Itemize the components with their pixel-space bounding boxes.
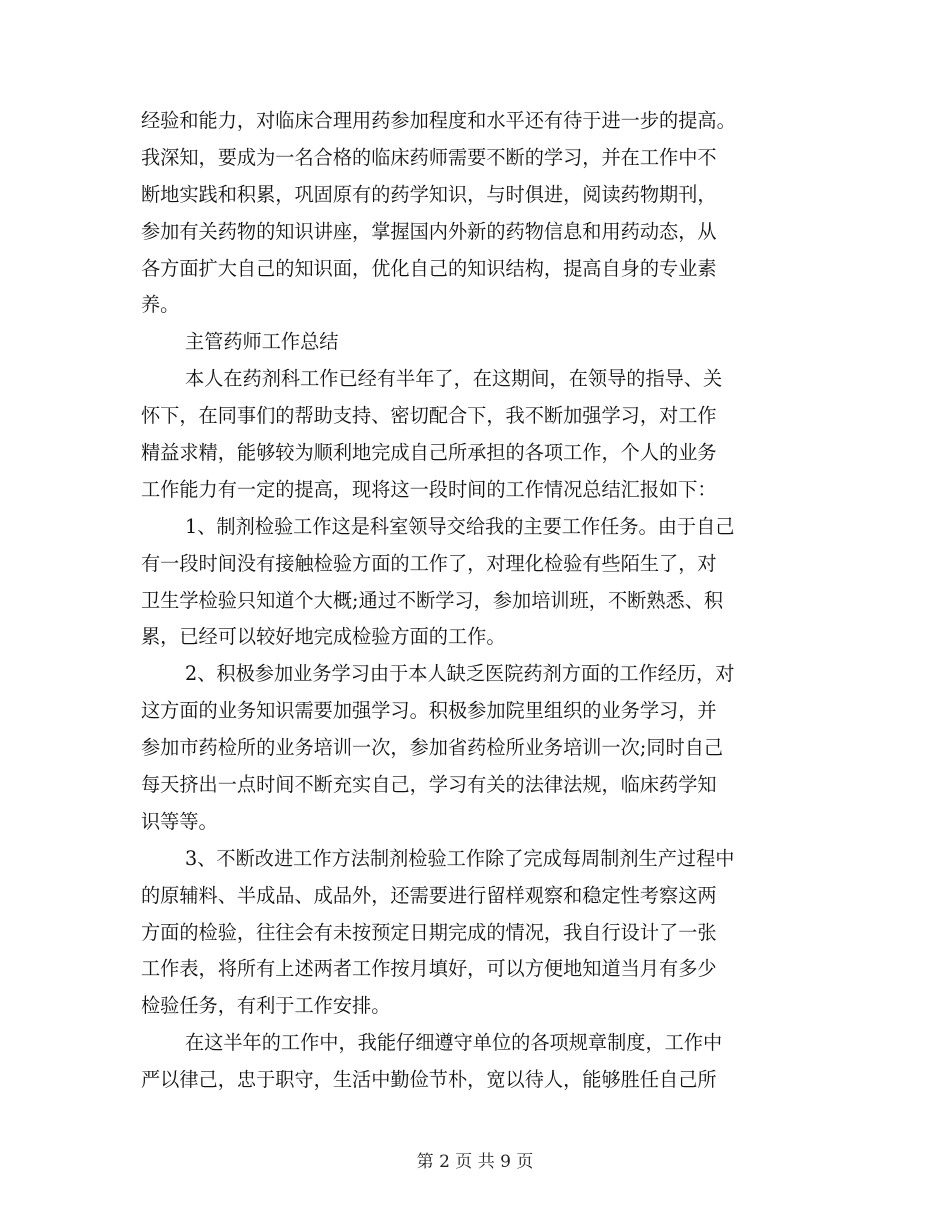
page-number-footer: 第 2 页 共 9 页 xyxy=(416,1152,534,1172)
text-line: 参加市药检所的业务培训一次，参加省药检所业务培训一次;同时自己 xyxy=(141,736,724,760)
text-line: 我深知，要成为一名合格的临床药师需要不断的学习，并在工作中不 xyxy=(141,145,717,169)
text-line: 工作表，将所有上述两者工作按月填好，可以方便地知道当月有多少 xyxy=(141,957,717,981)
text-line: 2、积极参加业务学习由于本人缺乏医院药剂方面的工作经历，对 xyxy=(185,662,735,686)
text-line: 参加有关药物的知识讲座，掌握国内外新的药物信息和用药动态，从 xyxy=(141,219,717,243)
text-line: 断地实践和积累，巩固原有的药学知识，与时俱进，阅读药物期刊， xyxy=(141,182,717,206)
text-line: 怀下，在同事们的帮助支持、密切配合下，我不断加强学习，对工作 xyxy=(141,404,717,428)
text-line: 本人在药剂科工作已经有半年了，在这期间，在领导的指导、关 xyxy=(185,367,723,391)
text-line: 累，已经可以较好地完成检验方面的工作。 xyxy=(141,625,506,649)
text-line: 养。 xyxy=(141,293,180,317)
text-line: 每天挤出一点时间不断充实自己，学习有关的法律法规，临床药学知 xyxy=(141,773,717,797)
text-line: 工作能力有一定的提高，现将这一段时间的工作情况总结汇报如下： xyxy=(141,477,717,501)
document-body xyxy=(141,103,809,1099)
text-line: 这方面的业务知识需要加强学习。积极参加院里组织的业务学习，并 xyxy=(141,699,717,723)
text-line: 检验任务，有利于工作安排。 xyxy=(141,994,391,1018)
text-line: 在这半年的工作中，我能仔细遵守单位的各项规章制度，工作中 xyxy=(185,1031,723,1055)
text-line: 方面的检验，往往会有未按预定日期完成的情况，我自行设计了一张 xyxy=(141,920,717,944)
text-line: 识等等。 xyxy=(141,809,218,833)
text-line: 1、制剂检验工作这是科室领导交给我的主要工作任务。由于自己 xyxy=(185,514,735,538)
text-line: 主管药师工作总结 xyxy=(185,330,339,354)
text-line: 严以律己，忠于职守，生活中勤俭节朴，宽以待人，能够胜任自己所 xyxy=(141,1068,717,1092)
text-line: 有一段时间没有接触检验方面的工作了，对理化检验有些陌生了，对 xyxy=(141,551,717,575)
text-line: 各方面扩大自己的知识面，优化自己的知识结构，提高自身的专业素 xyxy=(141,256,717,280)
text-line: 精益求精，能够较为顺利地完成自己所承担的各项工作，个人的业务 xyxy=(141,441,717,465)
text-line: 的原辅料、半成品、成品外，还需要进行留样观察和稳定性考察这两 xyxy=(141,883,717,907)
text-line: 卫生学检验只知道个大概;通过不断学习，参加培训班，不断熟悉、积 xyxy=(141,588,724,612)
text-line: 经验和能力，对临床合理用药参加程度和水平还有待于进一步的提高。 xyxy=(141,109,736,132)
text-line: 3、不断改进工作方法制剂检验工作除了完成每周制剂生产过程中 xyxy=(185,846,735,870)
